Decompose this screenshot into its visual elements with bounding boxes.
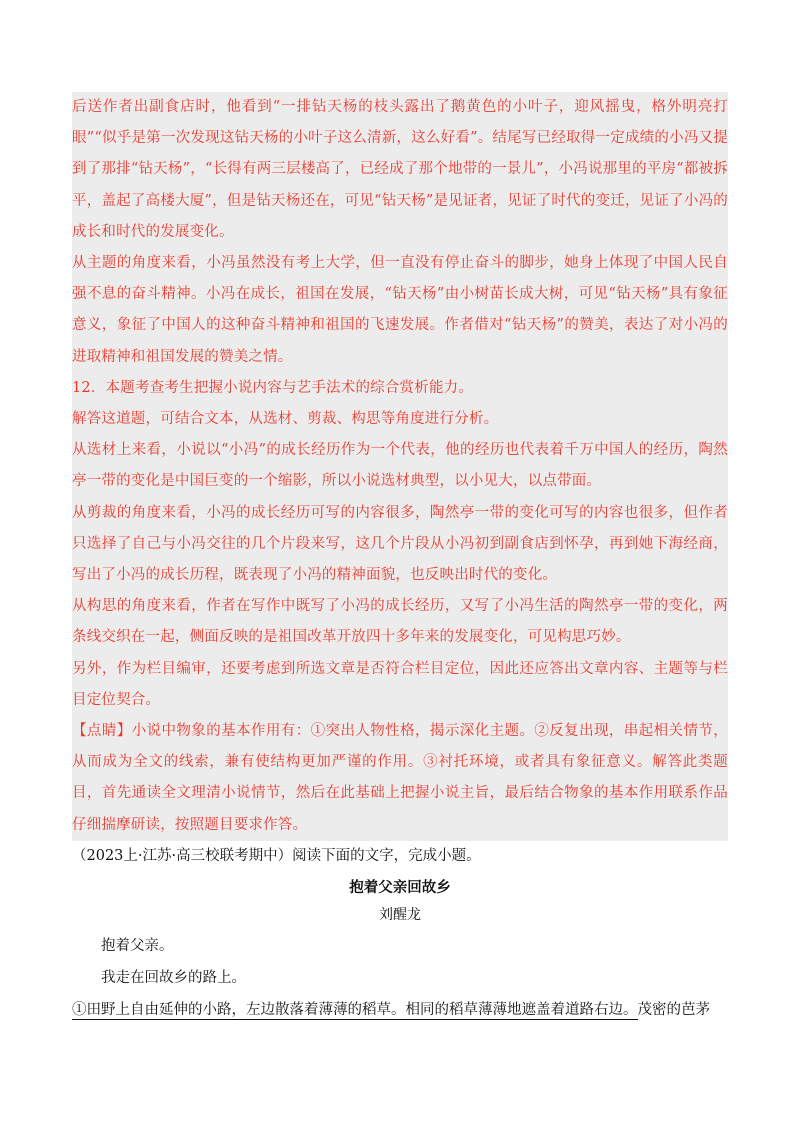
underlined-sentence — [72, 1002, 638, 1020]
story-line-rest: 茂密的芭茅 — [637, 1002, 710, 1018]
circled-number-marker: ① — [72, 1002, 87, 1018]
dianjing-text: 小说中物象的基本作用有：①突出人物性格，揭示深化主题。②反复出现，串起相关情节，从而成为全文的线索，兼有使结构更加严谨的作用。③衬托环境，或者具有象征意义。解答此类题目，首先通读全文理清小说情节，然后在此基础上把握小说主旨，最后结合物象的基本作用联系作品仔细揣摩研读，按照题目要求作答。 — [72, 723, 728, 833]
story-body — [72, 930, 732, 1026]
story-line-underlined — [72, 994, 732, 1026]
dianjing-paragraph — [72, 716, 728, 841]
answer-paragraph: 另外，作为栏目编审，还要考虑到所选文章是否符合栏目定位，因此还应答出文章内容、主题等与栏目定位契合。 — [72, 660, 728, 708]
answer-paragraph: 解答这道题，可结合文本，从选材、剪裁、构思等角度进行分析。 — [72, 411, 499, 428]
answer-paragraph: 从剪裁的角度来看，小冯的成长经历可写的内容很多，陶然亭一带的变化可写的内容也很多，但作者只选择了自己与小冯交往的几个片段来写，这几个片段从小冯初到副食店到怀孕，再到她下海经商，写出了小冯的成长历程，既表现了小冯的精神面貌，也反映出时代的变化。 — [72, 504, 728, 584]
answer-paragraph: 从选材上来看，小说以“小冯”的成长经历作为一个代表，他的经历也代表着千万中国人的经历，陶然亭一带的变化是中国巨变的一个缩影，所以小说选材典型，以小见大，以点带面。 — [72, 442, 728, 490]
dianjing-tag: 【点睛】 — [72, 723, 132, 740]
answer-paragraph: 12．本题考查考生把握小说内容与艺手法术的综合赏析能力。 — [72, 379, 474, 396]
answer-paragraph: 从主题的角度来看，小冯虽然没有考上大学，但一直没有停止奋斗的脚步，她身上体现了中国人民自强不息的奋斗精神。小冯在成长，祖国在发展，“钻天杨”由小树苗长成大树，可见“钻天杨”具有象征意义，象征了中国人的这种奋斗精神和祖国的飞速发展。作者借对“钻天杨”的赞美，表达了对小冯的进取精神和祖国发展的赞美之情。 — [72, 255, 728, 365]
answer-paragraph: 后送作者出副食店时，他看到“一排钻天杨的枝头露出了鹅黄色的小叶子，迎风摇曳，格外明亮打眼”“似乎是第一次发现这钻天杨的小叶子这么清新，这么好看”。结尾写已经取得一定成绩的小冯又提到了那排“钻天杨”，“长得有两三层楼高了，已经成了那个地带的一景儿”，小冯说那里的平房“都被拆平，盖起了高楼大厦”，但是钻天杨还在，可见“钻天杨”是见证者，见证了时代的变迁，见证了小冯的成长和时代的发展变化。 — [72, 99, 728, 240]
story-title: 抱着父亲回故乡 — [349, 879, 451, 896]
answer-explanation-block — [72, 92, 728, 841]
question-source: （2023上·江苏·高三校联考期中）阅读下面的文字，完成小题。 — [72, 848, 481, 864]
answer-paragraph: 从构思的角度来看，作者在写作中既写了小冯的成长经历，又写了小冯生活的陶然亭一带的变化，两条线交织在一起，侧面反映的是祖国改革开放四十多年来的发展变化，可见构思巧妙。 — [72, 598, 728, 646]
story-author: 刘醒龙 — [379, 907, 421, 923]
story-line: 抱着父亲。 — [101, 938, 174, 954]
underlined-text: 田野上自由延伸的小路，左边散落着薄薄的稻草。相同的稻草薄薄地遮盖着道路右边。 — [86, 1002, 638, 1018]
story-line: 我走在回故乡的路上。 — [101, 970, 246, 986]
